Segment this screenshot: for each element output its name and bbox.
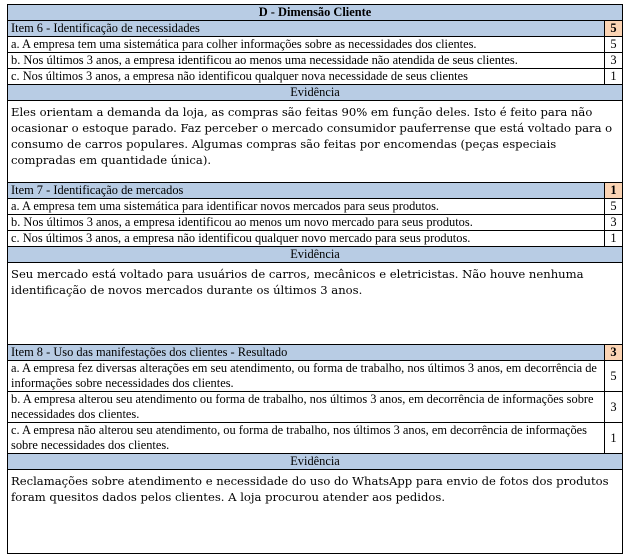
item-8-score-a: 5 xyxy=(605,361,623,392)
item-7-score-c: 1 xyxy=(605,231,623,247)
item-7-criterion-b: b. Nos últimos 3 anos, a empresa identificou ao menos um novo mercado para seus produtos. xyxy=(8,215,605,231)
item-6-score-c: 1 xyxy=(605,69,623,85)
table-title: D - Dimensão Cliente xyxy=(8,5,623,21)
item-7-criterion-c: c. Nos últimos 3 anos, a empresa não identificou qualquer novo mercado para seus produtos. xyxy=(8,231,605,247)
item-8-evidence-text: Reclamações sobre atendimento e necessidade do uso do WhatsApp para envio de fotos dos produtos foram quesitos dados pelos clientes. A loja procurou atender aos pedidos. xyxy=(8,470,623,554)
item-6-criterion-a: a. A empresa tem uma sistemática para colher informações sobre as necessidades dos clientes. xyxy=(8,37,605,53)
item-8-heading: Item 8 - Uso das manifestações dos clientes - Resultado xyxy=(8,345,605,361)
evaluation-table xyxy=(7,4,623,554)
item-6-score-b: 3 xyxy=(605,53,623,69)
item-6-result: 5 xyxy=(605,21,623,37)
item-7-heading: Item 7 - Identificação de mercados xyxy=(8,183,605,199)
evaluation-table-container xyxy=(7,4,622,554)
item-6-evidence-heading: Evidência xyxy=(8,85,623,101)
item-7-criterion-a: a. A empresa tem uma sistemática para identificar novos mercados para seus produtos. xyxy=(8,199,605,215)
item-8-score-b: 3 xyxy=(605,392,623,423)
item-8-result: 3 xyxy=(605,345,623,361)
item-7-evidence-heading: Evidência xyxy=(8,247,623,263)
item-6-criterion-c: c. Nos últimos 3 anos, a empresa não identificou qualquer nova necessidade de seus clientes xyxy=(8,69,605,85)
item-6-evidence-text: Eles orientam a demanda da loja, as compras são feitas 90% em função deles. Isto é feito para não ocasionar o estoque parado. Faz perceber o mercado consumidor pauferrense que está voltado para o consumo de carros populares. Algumas compras são feitas por encomendas (peças especiais compradas em quantidade única). xyxy=(8,101,623,183)
item-8-criterion-b: b. A empresa alterou seu atendimento ou forma de trabalho, nos últimos 3 anos, em decorrência de informações sobre necessidades dos clientes. xyxy=(8,392,605,423)
item-7-score-a: 5 xyxy=(605,199,623,215)
item-8-criterion-a: a. A empresa fez diversas alterações em seu atendimento, ou forma de trabalho, nos últimos 3 anos, em decorrência de informações sobre necessidades dos clientes. xyxy=(8,361,605,392)
item-6-score-a: 5 xyxy=(605,37,623,53)
item-7-score-b: 3 xyxy=(605,215,623,231)
item-8-evidence-heading: Evidência xyxy=(8,454,623,470)
item-8-criterion-c: c. A empresa não alterou seu atendimento, ou forma de trabalho, nos últimos 3 anos, em decorrência de informações sobre necessidades dos clientes. xyxy=(8,423,605,454)
item-6-heading: Item 6 - Identificação de necessidades xyxy=(8,21,605,37)
item-8-score-c: 1 xyxy=(605,423,623,454)
item-6-criterion-b: b. Nos últimos 3 anos, a empresa identificou ao menos uma necessidade não atendida de seus clientes. xyxy=(8,53,605,69)
item-7-result: 1 xyxy=(605,183,623,199)
item-7-evidence-text: Seu mercado está voltado para usuários de carros, mecânicos e eletricistas. Não houve nenhuma identificação de novos mercados durante os últimos 3 anos. xyxy=(8,263,623,345)
